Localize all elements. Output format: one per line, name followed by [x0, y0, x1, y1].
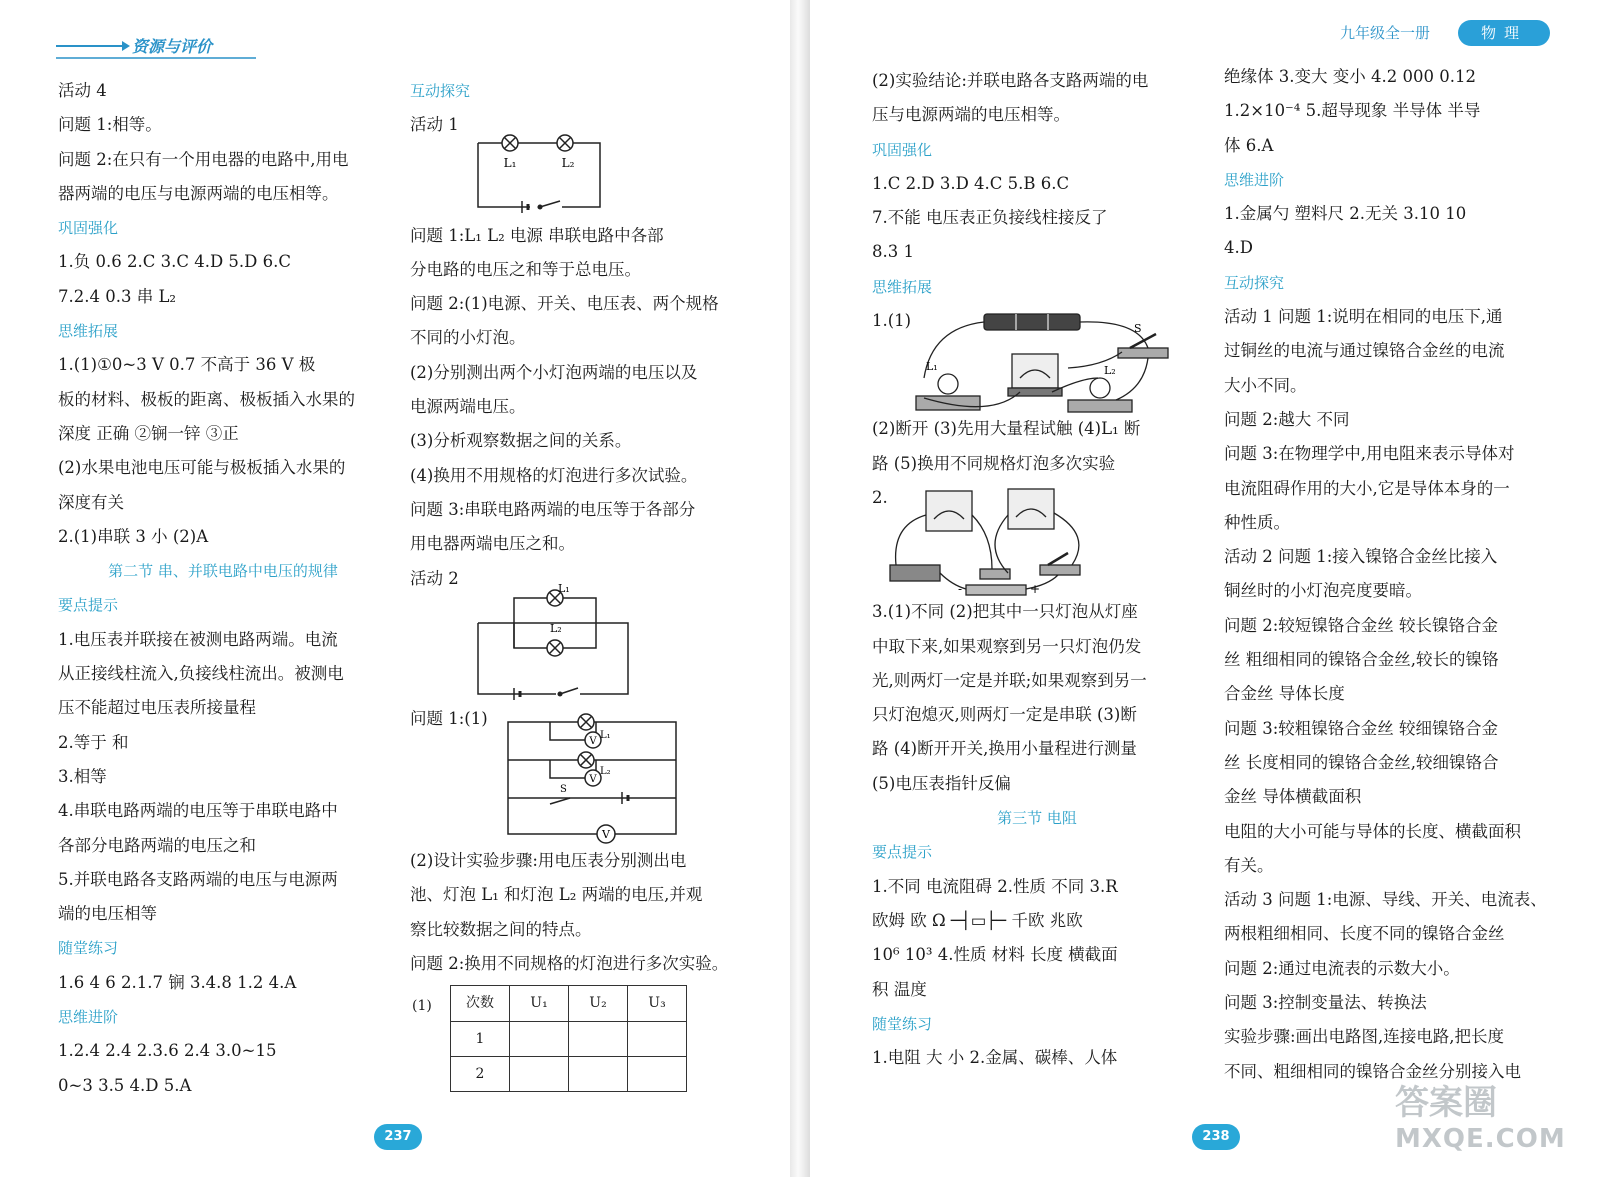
text-line: (2)设计实验步骤:用电压表分别测出电 [410, 851, 687, 871]
text-line: 问题 2:较短镍铬合金丝 较长镍铬合金 [1224, 615, 1499, 635]
text-line: 2.(1)串联 3 小 (2)A [58, 526, 209, 546]
table-cell [628, 1021, 687, 1056]
section-heading: 随堂练习 [872, 1014, 933, 1033]
text-line: 2.等于 和 [58, 732, 129, 752]
section-heading: 思维进阶 [1224, 170, 1285, 189]
table-label: (1) [412, 998, 432, 1015]
text-line: 活动 2 [410, 568, 459, 588]
text-line: 光,则两灯一定是并联;如果观察到另一 [872, 670, 1147, 690]
book-spine [790, 0, 810, 1177]
record-table [450, 985, 687, 1092]
text-line: 问题 3:较粗镍铬合金丝 较细镍铬合金 [1224, 718, 1499, 738]
text-line: 活动 2 问题 1:接入镍铬合金丝比接入 [1224, 547, 1498, 567]
text-line: 1.不同 电流阻碍 2.性质 不同 3.R [872, 876, 1118, 896]
text-line: 1.(1) [872, 311, 912, 331]
text-line: 察比较数据之间的特点。 [410, 919, 592, 939]
page-number: 237 [374, 1124, 422, 1150]
text-line: 1.C 2.D 3.D 4.C 5.B 6.C [872, 173, 1070, 193]
text-line: 0~3 3.5 4.D 5.A [58, 1075, 192, 1095]
label-V2: V [589, 774, 597, 786]
text-line: 器两端的电压与电源两端的电压相等。 [58, 183, 339, 203]
section-heading: 思维拓展 [58, 322, 119, 341]
parallel-circuit-diagram [410, 581, 670, 702]
text-line: 用电器两端电压之和。 [410, 534, 575, 554]
section-heading: 要点提示 [872, 843, 933, 862]
text-line: 电阻的大小可能与导体的长度、横截面积 [1224, 821, 1521, 841]
physical-circuit-illustration-1 [872, 308, 1172, 412]
text-line: 问题 2:在只有一个用电器的电路中,用电 [58, 149, 349, 169]
grade-label: 九年级全一册 [1340, 24, 1431, 42]
section-heading: 要点提示 [58, 596, 119, 615]
text-line: 问题 3:串联电路两端的电压等于各部分 [410, 499, 696, 519]
table-header-cell: 次数 [451, 986, 510, 1021]
table-header-cell: U₂ [569, 986, 628, 1021]
text-line: 过铜丝的电流与通过镍铬合金丝的电流 [1224, 341, 1505, 361]
text-line: 问题 1:相等。 [58, 115, 162, 135]
text-line: 1.6 4 6 2.1.7 锎 3.4.8 1.2 4.A [58, 972, 297, 992]
right-column-1 [872, 64, 1202, 1075]
text-line: 问题 1:(1) [410, 708, 488, 728]
text-line: 板的材料、极板的距离、极板插入水果的 [58, 389, 355, 409]
text-line: 1.负 0.6 2.C 3.C 4.D 5.D 6.C [58, 252, 291, 272]
table-cell [510, 1021, 569, 1056]
text-line: 1.2.4 2.4 2.3.6 2.4 3.0~15 [58, 1041, 277, 1061]
text-line: (2)分别测出两个小灯泡两端的电压以及 [410, 362, 698, 382]
text-line: (5)电压表指针反偏 [872, 773, 1011, 793]
text-line: 1.2×10⁻⁴ 5.超导现象 半导体 半导 [1224, 101, 1481, 121]
text-line: 深度 正确 ②锎一锌 ③正 [58, 423, 239, 443]
text-line: 活动 1 [410, 115, 459, 135]
text-line: 4.D [1224, 238, 1253, 258]
table-cell [510, 1056, 569, 1091]
label-V: V [602, 828, 610, 842]
text-line: 问题 2:换用不同规格的灯泡进行多次实验。 [410, 954, 729, 974]
header-logo-text: 资源与评价 [132, 37, 213, 56]
text-line: 丝 长度相同的镍铬合金丝,较细镍铬合 [1224, 752, 1499, 772]
label-L1: L₁ [503, 155, 517, 170]
text-line: 端的电压相等 [58, 904, 157, 924]
text-line: 体 6.A [1224, 135, 1274, 155]
section-heading: 互动探究 [1224, 273, 1285, 292]
section-title: 第二节 串、并联电路中电压的规律 [108, 562, 338, 581]
label-V1: V [589, 736, 597, 748]
text-line: 分电路的电压之和等于总电压。 [410, 259, 641, 279]
left-page [0, 0, 790, 1177]
table-cell [569, 1056, 628, 1091]
text-line: 3.相等 [58, 766, 107, 786]
watermark-url: MXQE.COM [1395, 1124, 1566, 1154]
text-line: 两根粗细相同、长度不同的镍铬合金丝 [1224, 924, 1505, 944]
text-line: 金丝 导体横截面积 [1224, 787, 1362, 807]
text-line: 7.不能 电压表正负接线柱接反了 [872, 208, 1108, 228]
text-line: 活动 1 问题 1:说明在相同的电压下,通 [1224, 307, 1503, 327]
text-line: 2. [872, 487, 888, 507]
data-table-block [410, 985, 750, 1092]
subject-badge: 物理 [1458, 20, 1550, 46]
label-L2: L₂ [600, 766, 611, 778]
text-line: 中取下来,如果观察到另一只灯泡仍发 [872, 636, 1142, 656]
text-line: 问题 2:越大 不同 [1224, 409, 1350, 429]
text-line: 电源两端电压。 [410, 397, 526, 417]
text-line: 10⁶ 10³ 4.性质 材料 长度 横截面 [872, 945, 1118, 965]
text-line: 1.电压表并联接在被测电路两端。电流 [58, 629, 338, 649]
text-line: 压不能超过电压表所接量程 [58, 698, 256, 718]
text-line: (2)水果电池电压可能与极板插入水果的 [58, 458, 346, 478]
physical-circuit-illustration-2 [872, 485, 1172, 595]
table-cell [628, 1056, 687, 1091]
text-line: 3.(1)不同 (2)把其中一只灯泡从灯座 [872, 602, 1138, 622]
section-heading: 随堂练习 [58, 939, 119, 958]
text-line: 合金丝 导体长度 [1224, 684, 1345, 704]
label-plus: + [1030, 582, 1041, 597]
text-line: 不同的小灯泡。 [410, 328, 526, 348]
section-heading: 思维进阶 [58, 1008, 119, 1027]
text-line: 7.2.4 0.3 串 L₂ [58, 286, 177, 306]
table-cell: 2 [451, 1056, 510, 1091]
text-line: (4)换用不用规格的灯泡进行多次试验。 [410, 465, 698, 485]
table-header-row [451, 986, 687, 1021]
section-title: 第三节 电阻 [997, 809, 1077, 828]
watermark-logo [1395, 1075, 1575, 1165]
table-row [451, 1021, 687, 1056]
text-line: 积 温度 [872, 979, 927, 999]
section-heading: 思维拓展 [872, 277, 933, 296]
text-line: 从正接线柱流入,负接线柱流出。被测电 [58, 664, 344, 684]
text-line: 池、灯泡 L₁ 和灯泡 L₂ 两端的电压,并观 [410, 885, 703, 905]
text-line: 丝 粗细相同的镍铬合金丝,较长的镍铬 [1224, 650, 1499, 670]
text-line: 压与电源两端的电压相等。 [872, 105, 1070, 125]
text-line: 1.(1)①0~3 V 0.7 不高于 36 V 极 [58, 355, 316, 375]
series-circuit-diagram [410, 143, 670, 219]
text-line: 深度有关 [58, 492, 124, 512]
text-line: 问题 1:L₁ L₂ 电源 串联电路中各部 [410, 225, 664, 245]
table-cell: 1 [451, 1021, 510, 1056]
text-line: (2)断开 (3)先用大量程试触 (4)L₁ 断 [872, 419, 1141, 439]
left-column-2 [410, 74, 750, 1092]
text-line: 问题 3:控制变量法、转换法 [1224, 993, 1427, 1013]
text-line: 问题 3:在物理学中,用电阻来表示导体对 [1224, 444, 1515, 464]
text-line: 1.电阻 大 小 2.金属、碳棒、人体 [872, 1048, 1118, 1068]
text-line: 问题 2:通过电流表的示数大小。 [1224, 958, 1460, 978]
text-line: 1.金属勺 塑料尺 2.无关 3.10 10 [1224, 204, 1467, 224]
section-heading: 巩固强化 [58, 219, 119, 238]
text-line: (2)实验结论:并联电路各支路两端的电 [872, 71, 1149, 90]
label-L1: L₁ [600, 730, 611, 742]
text-line: 有关。 [1224, 855, 1274, 875]
text-line: 铜丝时的小灯泡亮度要暗。 [1224, 581, 1422, 601]
text-line: 路 (4)断开开关,换用小量程进行测量 [872, 739, 1137, 759]
table-cell [569, 1021, 628, 1056]
watermark-text: 答案圈 [1395, 1083, 1497, 1123]
text-line: 各部分电路两端的电压之和 [58, 835, 256, 855]
text-line: 路 (5)换用不同规格灯泡多次实验 [872, 453, 1116, 473]
label-L1: L₁ [558, 581, 570, 595]
label-L2: L₂ [1104, 364, 1116, 378]
text-line: 欧姆 欧 Ω ─┤▭├─ 千欧 兆欧 [872, 910, 1083, 930]
text-line: 种性质。 [1224, 512, 1290, 532]
label-L2: L₂ [550, 621, 562, 635]
text-line: 大小不同。 [1224, 375, 1307, 395]
section-heading: 互动探究 [410, 82, 471, 100]
label-minus: - [958, 582, 963, 597]
label-S: S [560, 784, 567, 796]
text-line: 只灯泡熄灭,则两灯一定是串联 (3)断 [872, 705, 1137, 725]
text-line: 8.3 1 [872, 242, 914, 262]
text-line: 绝缘体 3.变大 变小 4.2 000 0.12 [1224, 67, 1476, 86]
text-line: 问题 2:(1)电源、开关、电压表、两个规格 [410, 294, 719, 314]
text-line: 活动 4 [58, 81, 107, 100]
table-header-cell: U₃ [628, 986, 687, 1021]
label-L2: L₂ [561, 155, 575, 170]
label-S: S [1134, 322, 1142, 336]
page-number: 238 [1192, 1124, 1240, 1150]
text-line: 电流阻碍作用的大小,它是导体本身的一 [1224, 478, 1510, 498]
text-line: 5.并联电路各支路两端的电压与电源两 [58, 869, 338, 889]
section-heading: 巩固强化 [872, 140, 933, 159]
table-header-cell: U₁ [510, 986, 569, 1021]
label-L1: L₁ [926, 360, 938, 374]
text-line: 不同、粗细相同的镍铬合金丝分别接入电 [1224, 1061, 1521, 1081]
right-column-2 [1224, 60, 1564, 1089]
text-line: (3)分析观察数据之间的关系。 [410, 431, 632, 451]
text-line: 实验步骤:画出电路图,连接电路,把长度 [1224, 1027, 1505, 1047]
text-line: 活动 3 问题 1:电源、导线、开关、电流表、 [1224, 890, 1547, 910]
table-row [451, 1056, 687, 1091]
text-line: 4.串联电路两端的电压等于串联电路中 [58, 801, 338, 821]
left-column-1 [58, 74, 388, 1103]
